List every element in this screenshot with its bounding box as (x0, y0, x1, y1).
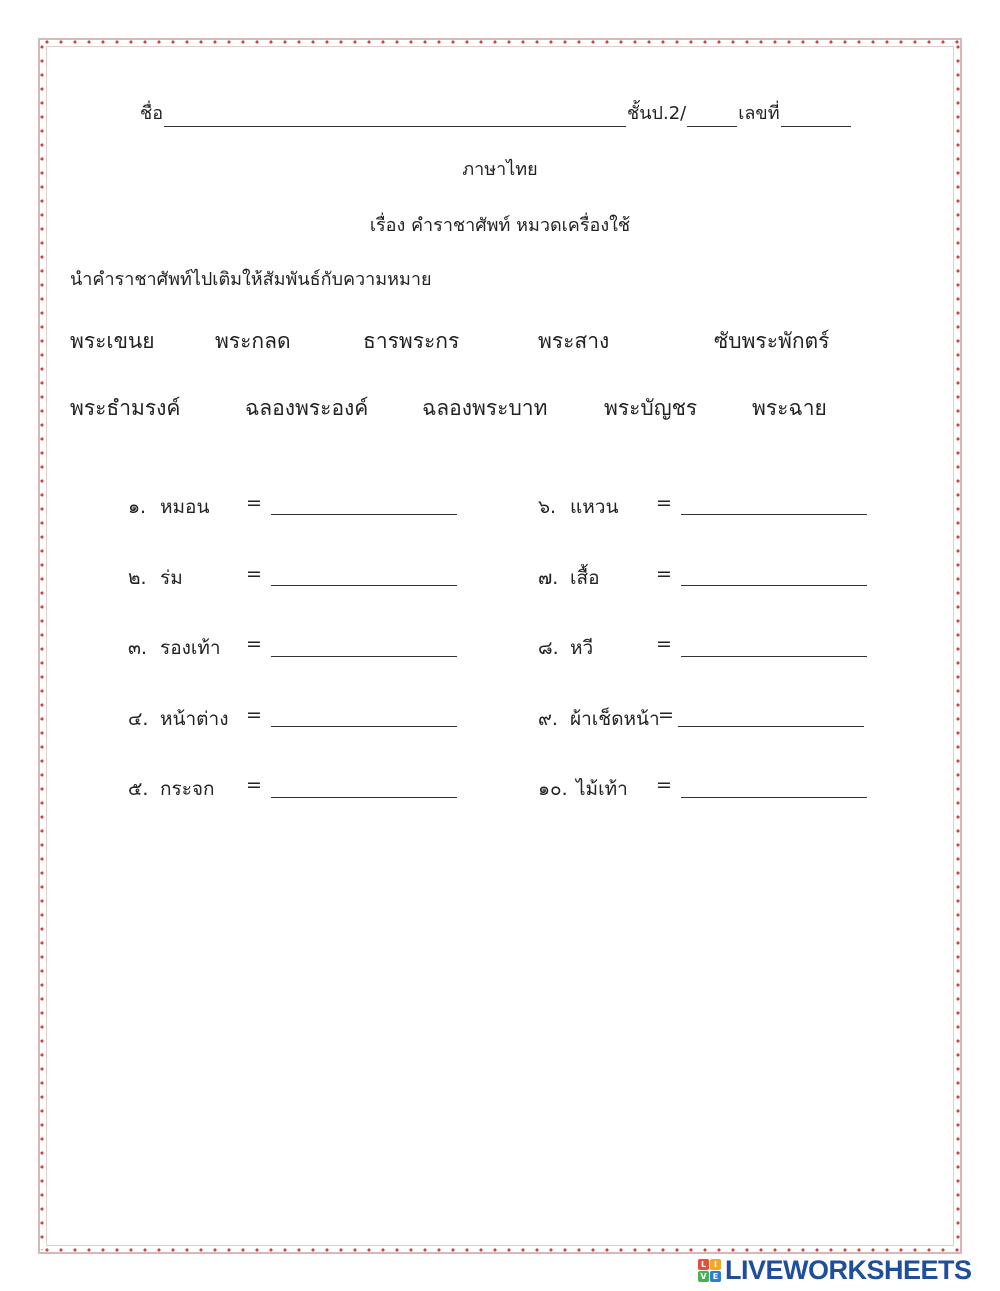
question-number: ๗. (538, 567, 559, 589)
question-word: หวี (570, 637, 594, 659)
answer-blank-3[interactable] (271, 656, 457, 657)
equals-sign: = (246, 563, 262, 585)
question-word: หน้าต่าง (160, 708, 229, 730)
question-word: ไม้เท้า (576, 778, 628, 800)
question-number: ๑. (128, 496, 147, 518)
answer-blank-8[interactable] (681, 656, 867, 657)
equals-sign: = (656, 563, 672, 585)
question-word: ร่ม (160, 567, 183, 589)
instruction-text: นำคำราชาศัพท์ไปเติมให้สัมพันธ์กับความหมาย (70, 269, 432, 290)
word-bank-item: ซับพระพักตร์ (714, 329, 830, 353)
question-word: เสื้อ (570, 567, 600, 589)
word-bank-item: ฉลองพระบาท (422, 396, 548, 420)
logo-letter: V (698, 1271, 709, 1282)
answer-blank-6[interactable] (681, 514, 867, 515)
word-bank-item: พระเขนย (70, 329, 155, 353)
question-number: ๓. (128, 637, 148, 659)
logo-letter: I (710, 1259, 721, 1270)
equals-sign: = (658, 704, 674, 726)
equals-sign: = (246, 704, 262, 726)
word-bank-item: พระบัญชร (604, 396, 698, 420)
question-word: รองเท้า (160, 637, 221, 659)
word-bank-item: ฉลองพระองค์ (245, 396, 369, 420)
border-dots-bottom (40, 1247, 960, 1253)
answer-blank-7[interactable] (681, 585, 867, 586)
answer-blank-5[interactable] (271, 797, 457, 798)
question-number: ๔. (128, 708, 149, 730)
word-bank-item: พระฉาย (752, 396, 827, 420)
subject-title: ภาษาไทย (462, 159, 538, 180)
question-number: ๖. (538, 496, 557, 518)
answer-blank-2[interactable] (271, 585, 457, 586)
equals-sign: = (246, 774, 262, 796)
word-bank-item: พระธำมรงค์ (70, 396, 181, 420)
border-dots-top (40, 39, 960, 45)
student-info-line (140, 98, 852, 127)
answer-blank-1[interactable] (271, 514, 457, 515)
question-word: หมอน (160, 496, 210, 518)
class-blank[interactable] (687, 108, 737, 127)
question-number: ๘. (538, 637, 559, 659)
question-number: ๒. (128, 567, 147, 589)
logo-letter: E (710, 1271, 721, 1282)
word-bank-item: ธารพระกร (363, 329, 460, 353)
answer-blank-4[interactable] (271, 726, 457, 727)
equals-sign: = (246, 633, 262, 655)
question-number: ๕. (128, 778, 149, 800)
logo-letter: L (698, 1259, 709, 1270)
number-blank[interactable] (781, 108, 851, 127)
topic-title: เรื่อง คำราชาศัพท์ หมวดเครื่องใช้ (369, 215, 631, 236)
number-label: เลขที่ (738, 103, 780, 124)
class-label: ชั้นป.2/ (627, 103, 687, 124)
question-number: ๙. (538, 708, 558, 730)
liveworksheets-brand (698, 1256, 972, 1284)
word-bank-item: พระกลด (215, 329, 291, 353)
question-word: กระจก (160, 778, 215, 800)
question-word: แหวน (570, 496, 619, 518)
equals-sign: = (246, 492, 262, 514)
word-bank-item: พระสาง (538, 329, 610, 353)
equals-sign: = (656, 774, 672, 796)
name-blank[interactable] (164, 108, 626, 127)
answer-blank-10[interactable] (681, 797, 867, 798)
question-number: ๑๐. (538, 778, 568, 800)
name-label: ชื่อ (140, 103, 164, 124)
answer-blank-9[interactable] (678, 726, 864, 727)
equals-sign: = (656, 633, 672, 655)
equals-sign: = (656, 492, 672, 514)
liveworksheets-logo-icon (698, 1259, 721, 1282)
question-word: ผ้าเช็ดหน้า (570, 708, 660, 730)
brand-text: LIVEWORKSHEETS (725, 1254, 972, 1285)
